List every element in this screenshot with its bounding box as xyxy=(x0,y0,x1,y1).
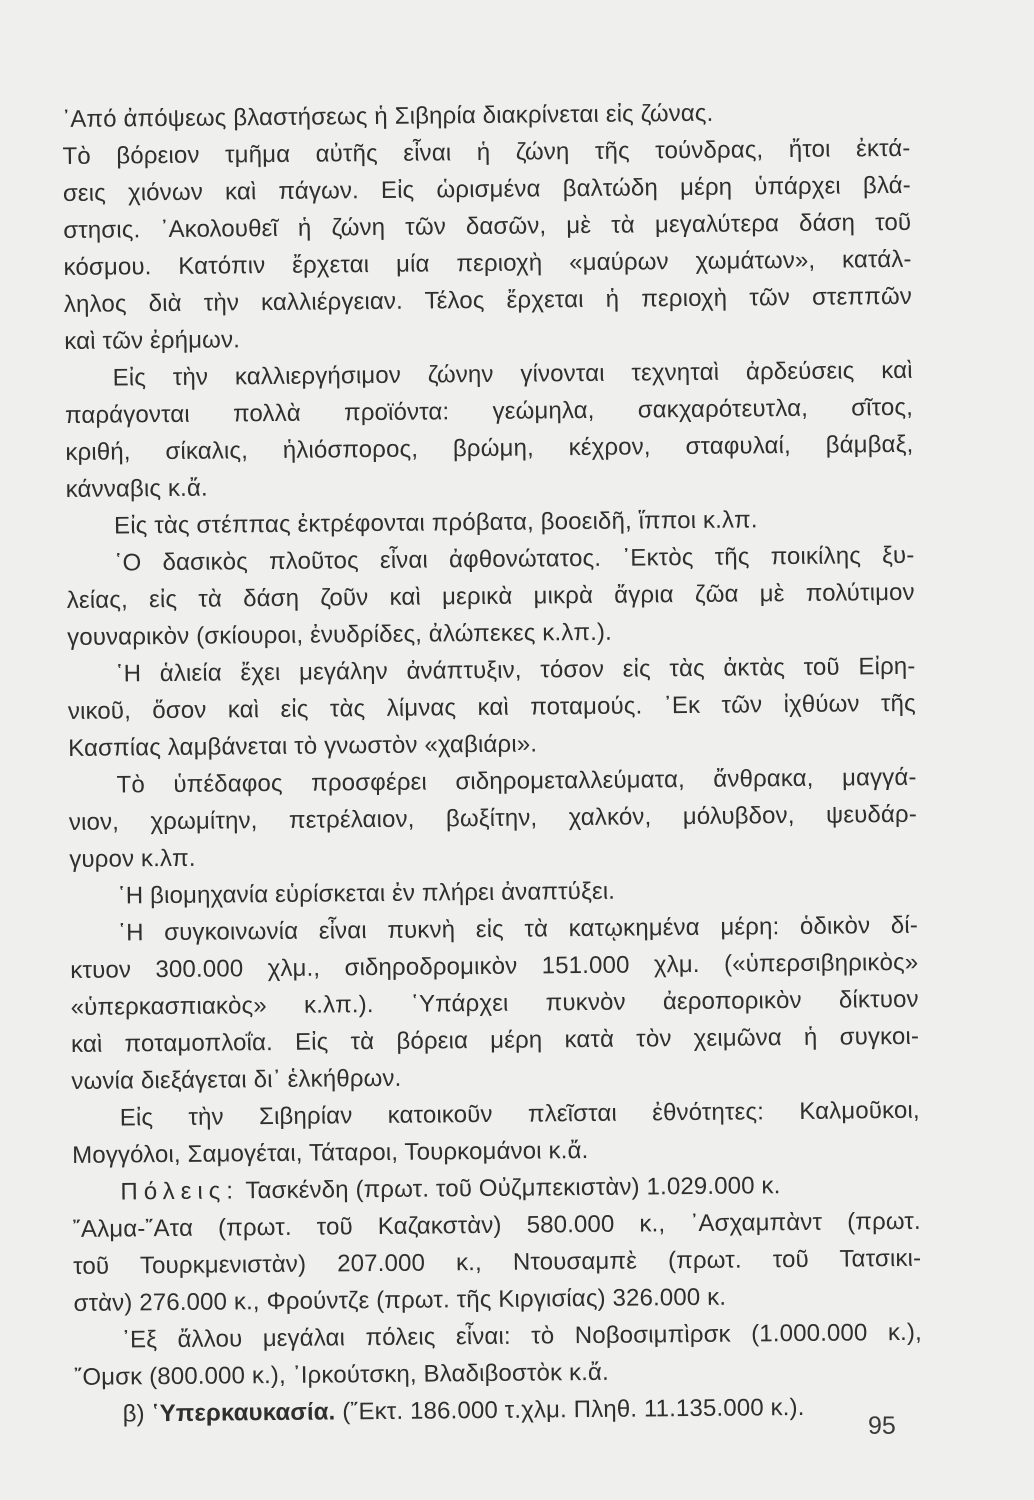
text-line: Εἰς τὴν καλλιεργήσιμον ζώνην γίνονται τεχνηταὶ ἀρδεύσεις καὶ xyxy=(112,356,913,392)
text-line: κτυον 300.000 χλμ., σιδηροδρομικὸν 151.000 χλμ. («ὑπερσιβηρικὸς» xyxy=(70,948,919,984)
cities-label: Πόλεις: xyxy=(120,1177,240,1206)
text-line: παράγονται πολλὰ προϊόντα: γεώμηλα, σακχαρότευτλα, σῖτος, xyxy=(64,393,914,429)
text-line: ῾Ο δασικὸς πλοῦτος εἶναι ἀφθονώτατος. ᾿Εκτὸς τῆς ποικίλης ξυ- xyxy=(114,541,915,577)
section-heading xyxy=(122,1387,922,1435)
section-stats: (῎Εκτ. 186.000 τ.χλμ. Πληθ. 11.135.000 κ.). xyxy=(342,1393,805,1426)
text-line: καὶ ποταμοπλοΐα. Εἰς τὰ βόρεια μέρη κατὰ τὸν χειμῶνα ἡ συγκοι- xyxy=(70,1022,920,1058)
text-line: ῾Η ἁλιεία ἔχει μεγάλην ἀνάπτυξιν, τόσον εἰς τὰς ἀκτὰς τοῦ Εἰρη- xyxy=(115,652,916,688)
text-line: Μογγόλοι, Σαμογέται, Τάταροι, Τουρκομάνοι κ.ἄ. xyxy=(72,1136,589,1169)
text-line: στὰν) 276.000 κ., Φρούντζε (πρωτ. τῆς Κιργισίας) 326.000 κ. xyxy=(73,1283,727,1317)
text-line: ληλος διὰ τὴν καλλιέργειαν. Τέλος ἔρχεται ἡ περιοχὴ τῶν στεππῶν xyxy=(63,282,913,318)
text-line: νικοῦ, ὅσον καὶ εἰς τὰς λίμνας καὶ ποταμούς. ᾿Εκ τῶν ἰχθύων τῆς xyxy=(67,689,916,725)
text-line: κριθή, σίκαλις, ἡλιόσπορος, βρώμη, κέχρον, σταφυλαί, βάμβαξ, xyxy=(65,430,914,466)
text-line: γυρον κ.λπ. xyxy=(69,844,196,873)
text-line: κάνναβις κ.ἄ. xyxy=(65,474,208,503)
section-title: ῾Υπερκαυκασία. xyxy=(151,1398,336,1428)
text-line: «ὑπερκασπιακὸς» κ.λπ.). ῾Υπάρχει πυκνὸν ἀεροπορικὸν δίκτυον xyxy=(70,985,919,1021)
text-line: Τὸ βόρειον τμῆμα αὐτῆς εἶναι ἡ ζώνη τῆς τούνδρας, ἤτοι ἐκτά- xyxy=(62,134,911,170)
text-line: νιον, χρωμίτην, πετρέλαιον, βωξίτην, χαλκόν, μόλυβδον, ψευδάρ- xyxy=(68,800,918,836)
text-line: ῎Ομσκ (800.000 κ.), ᾿Ιρκούτσκη, Βλαδιβοστὸκ κ.ἄ. xyxy=(74,1358,609,1391)
text-line: τοῦ Τουρκμενιστὰν) 207.000 κ., Ντουσαμπὲ (πρωτ. τοῦ Τατσικι- xyxy=(73,1244,922,1280)
text-line: ᾿Από ἀπόψεως βλαστήσεως ἡ Σιβηρία διακρίνεται εἰς ζώνας. xyxy=(62,99,714,133)
text-line: Εἰς τὰς στέππας ἐκτρέφονται πρόβατα, βοοειδῆ, ἵπποι κ.λπ. xyxy=(113,506,758,540)
text-line: στησις. ᾿Ακολουθεῖ ἡ ζώνη τῶν δασῶν, μὲ τὰ μεγαλύτερα δάση τοῦ xyxy=(63,208,912,244)
text-line: Εἰς τὴν Σιβηρίαν κατοικοῦν πλεῖσται ἐθνότητες: Καλμοῦκοι, xyxy=(119,1096,920,1132)
page-number: 95 xyxy=(868,1412,896,1440)
text-line: κόσμου. Κατόπιν ἔρχεται μία περιοχὴ «μαύρων χωμάτων», κατάλ- xyxy=(63,245,912,281)
cities-text: Τασκένδη (πρωτ. τοῦ Οὐζμπεκιστὰν) 1.029.000 κ. xyxy=(245,1172,781,1205)
text-line: γουναρικὸν (σκίουροι, ἐνυδρίδες, ἀλώπεκες κ.λπ.). xyxy=(67,618,613,651)
text-line: ῎Αλμα-῎Ατα (πρωτ. τοῦ Καζακστὰν) 580.000 κ., ᾿Ασχαμπὰντ (πρωτ. xyxy=(72,1207,921,1243)
text-line: ῾Η βιομηχανία εὑρίσκεται ἐν πλήρει ἀναπτύξει. xyxy=(117,877,616,910)
text-line: καὶ τῶν ἐρήμων. xyxy=(64,326,241,355)
text-line: Τὸ ὑπέδαφος προσφέρει σιδηρομεταλλεύματα, ἄνθρακα, μαγγά- xyxy=(116,763,917,799)
section-marker: β) xyxy=(122,1400,145,1428)
text-line: ῾Η συγκοινωνία εἶναι πυκνὴ εἰς τὰ κατῳκημένα μέρη: ὁδικὸν δί- xyxy=(117,911,919,947)
text-line: σεις χιόνων καὶ πάγων. Εἰς ὡρισμένα βαλτώδη μέρη ὑπάρχει βλά- xyxy=(62,171,911,207)
text-line: ᾿Εξ ἄλλου μεγάλαι πόλεις εἶναι: τὸ Νοβοσιμπὶρσκ (1.000.000 κ.), xyxy=(121,1318,922,1354)
text-line: νωνία διεξάγεται δι᾿ ἑλκήθρων. xyxy=(71,1064,402,1095)
text-line: λείας, εἰς τὰ δάση ζοῦν καὶ μερικὰ μικρὰ ἄγρια ζῶα μὲ πολύτιμον xyxy=(66,578,915,614)
text-line: Κασπίας λαμβάνεται τὸ γνωστὸν «χαβιάρι». xyxy=(68,730,538,762)
